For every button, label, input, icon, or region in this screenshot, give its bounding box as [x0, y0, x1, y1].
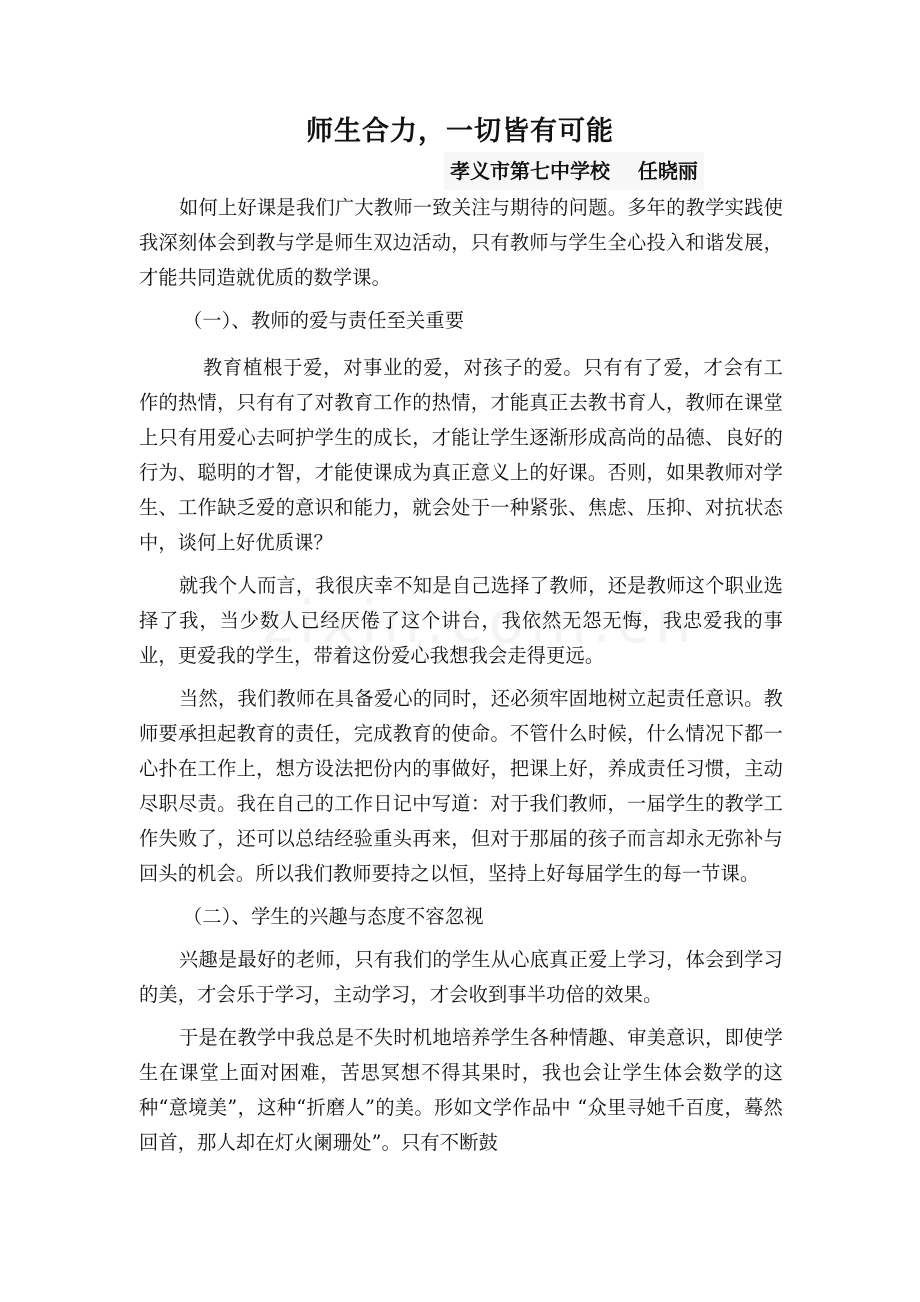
- paragraph-responsibility: 当然，我们教师在具备爱心的同时，还必须牢固地树立起责任意识。教师要承担起教育的责任，完成教育的使命。不管什么时候，什么情况下都一心扑在工作上，想方设法把份内的事做好，把课上好，养成责任习惯，主动尽职尽责。我在自己的工作日记中写道：对于我们教师，一届学生的教学工作失败了，还可以总结经验重头再来，但对于那届的孩子而言却永无弥补与回头的机会。所以我们教师要持之以恒，坚持上好每届学生的每一节课。: [139, 687, 783, 885]
- paragraph-love: 教育植根于爱，对事业的爱，对孩子的爱。只有有了爱，才会有工作的热情，只有有了对教育工作的热情，才能真正去教书育人，教师在课堂上只有用爱心去呵护学生的成长，才能让学生逐渐形成高尚的品德、良好的行为、聪明的才智，才能使课成为真正意义上的好课。否则，如果教师对学生、工作缺乏爱的意识和能力，就会处于一种紧张、焦虑、压抑、对抗状态中，谈何上好优质课？: [139, 356, 783, 554]
- document-title: 师生合力，一切皆有可能: [306, 116, 614, 147]
- author-line: 孝义市第七中学校 任晓丽: [444, 152, 704, 190]
- paragraph-interest: 兴趣是最好的老师，只有我们的学生从心底真正爱上学习，体会到学习的美，才会乐于学习，主动学习，才会收到事半功倍的效果。: [139, 948, 783, 1006]
- section-heading-1: （一）、教师的爱与责任至关重要: [183, 309, 465, 332]
- paragraph-personal: 就我个人而言，我很庆幸不知是自己选择了教师，还是教师这个职业选择了我，当少数人已经厌倦了这个讲台，我依然无怨无悔，我忠爱我的事业，更爱我的学生，带着这份爱心我想我会走得更远。: [139, 574, 783, 667]
- section-heading-2: （二）、学生的兴趣与态度不容忽视: [183, 905, 484, 928]
- document-body: [139, 190, 783, 1160]
- paragraph-aesthetics: 于是在教学中我总是不失时机地培养学生各种情趣、审美意识，即使学生在课堂上面对困难，苦思冥想不得其果时，我也会让学生体会数学的这种“意境美”，这种“折磨人”的美。形如文学作品中 “众里寻她千百度，蓦然回首，那人却在灯火阑珊处”。只有不断鼓: [139, 1026, 783, 1154]
- paragraph-intro: 如何上好课是我们广大教师一致关注与期待的问题。多年的教学实践使我深刻体会到教与学是师生双边活动，只有教师与学生全心投入和谐发展，才能共同造就优质的数学课。: [139, 196, 783, 289]
